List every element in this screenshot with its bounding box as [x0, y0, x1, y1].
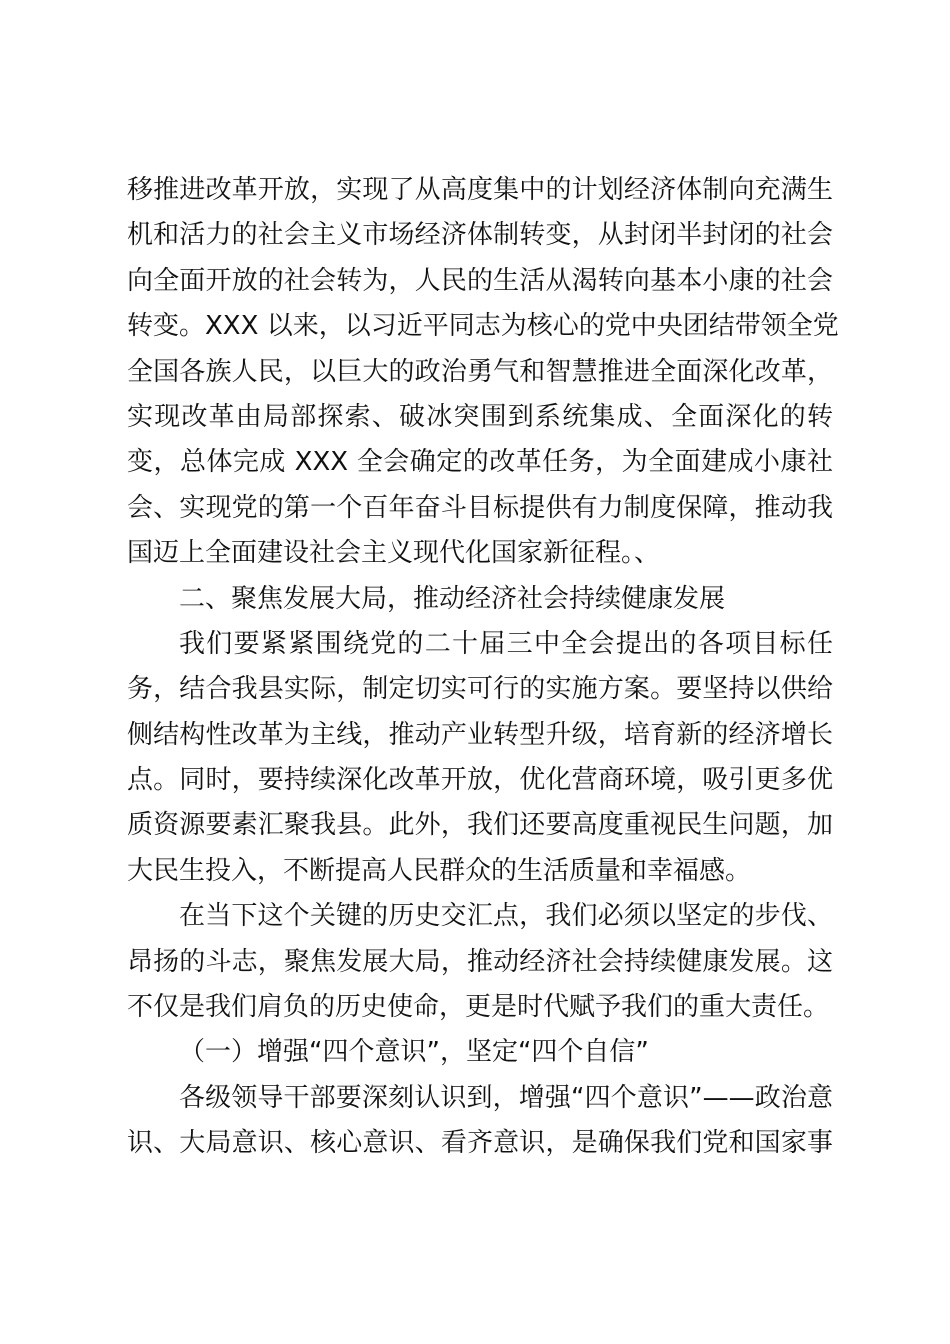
text-line: 点。同时，要持续深化改革开放，优化营商环境，吸引更多优 — [127, 765, 833, 796]
text-line: 会、实现党的第一个百年奋斗目标提供有力制度保障，推动我 — [127, 492, 833, 523]
text-line: 昂扬的斗志，聚焦发展大局，推动经济社会持续健康发展。这 — [127, 946, 833, 977]
text-line: 识、大局意识、核心意识、看齐意识，是确保我们党和国家事 — [127, 1128, 833, 1159]
text-line: 移推进改革开放，实现了从高度集中的计划经济体制向充满生 — [127, 175, 833, 205]
subsection-heading: （一）增强“四个意识”，坚定“四个自信” — [179, 1037, 649, 1068]
text-line: 各级领导干部要深刻认识到，增强“四个意识”——政治意 — [179, 1082, 833, 1113]
text-line: 向全面开放的社会转为，人民的生活从渴转向基本小康的社会 — [127, 265, 833, 296]
text-line: 我们要紧紧围绕党的二十届三中全会提出的各项目标任 — [179, 628, 833, 659]
text-line: 在当下这个关键的历史交汇点，我们必须以坚定的步伐、 — [179, 901, 833, 932]
document-body — [127, 168, 839, 1167]
text-line: 不仅是我们肩负的历史使命，更是时代赋予我们的重大责任。 — [127, 992, 830, 1023]
text-line: 转变。XXX 以来，以习近平同志为核心的党中央团结带领全党 — [127, 311, 839, 342]
text-line: 大民生投入，不断提高人民群众的生活质量和幸福感。 — [127, 855, 752, 886]
section-heading: 二、聚焦发展大局，推动经济社会持续健康发展 — [179, 583, 726, 614]
text-line: 变，总体完成 XXX 全会确定的改革任务，为全面建成小康社 — [127, 447, 833, 478]
text-line: 实现改革由局部探索、破冰突围到系统集成、全面深化的转 — [127, 401, 833, 432]
text-line: 侧结构性改革为主线，推动产业转型升级，培育新的经济增长 — [127, 719, 833, 750]
text-line: 务，结合我县实际，制定切实可行的实施方案。要坚持以供给 — [127, 674, 833, 705]
text-line: 机和活力的社会主义市场经济体制转变，从封闭半封闭的社会 — [127, 220, 833, 251]
text-line: 国迈上全面建设社会主义现代化国家新征程。、 — [127, 538, 661, 569]
text-line: 全国各族人民，以巨大的政治勇气和智慧推进全面深化改革， — [127, 356, 833, 387]
text-line: 质资源要素汇聚我县。此外，我们还要高度重视民生问题，加 — [127, 810, 833, 841]
